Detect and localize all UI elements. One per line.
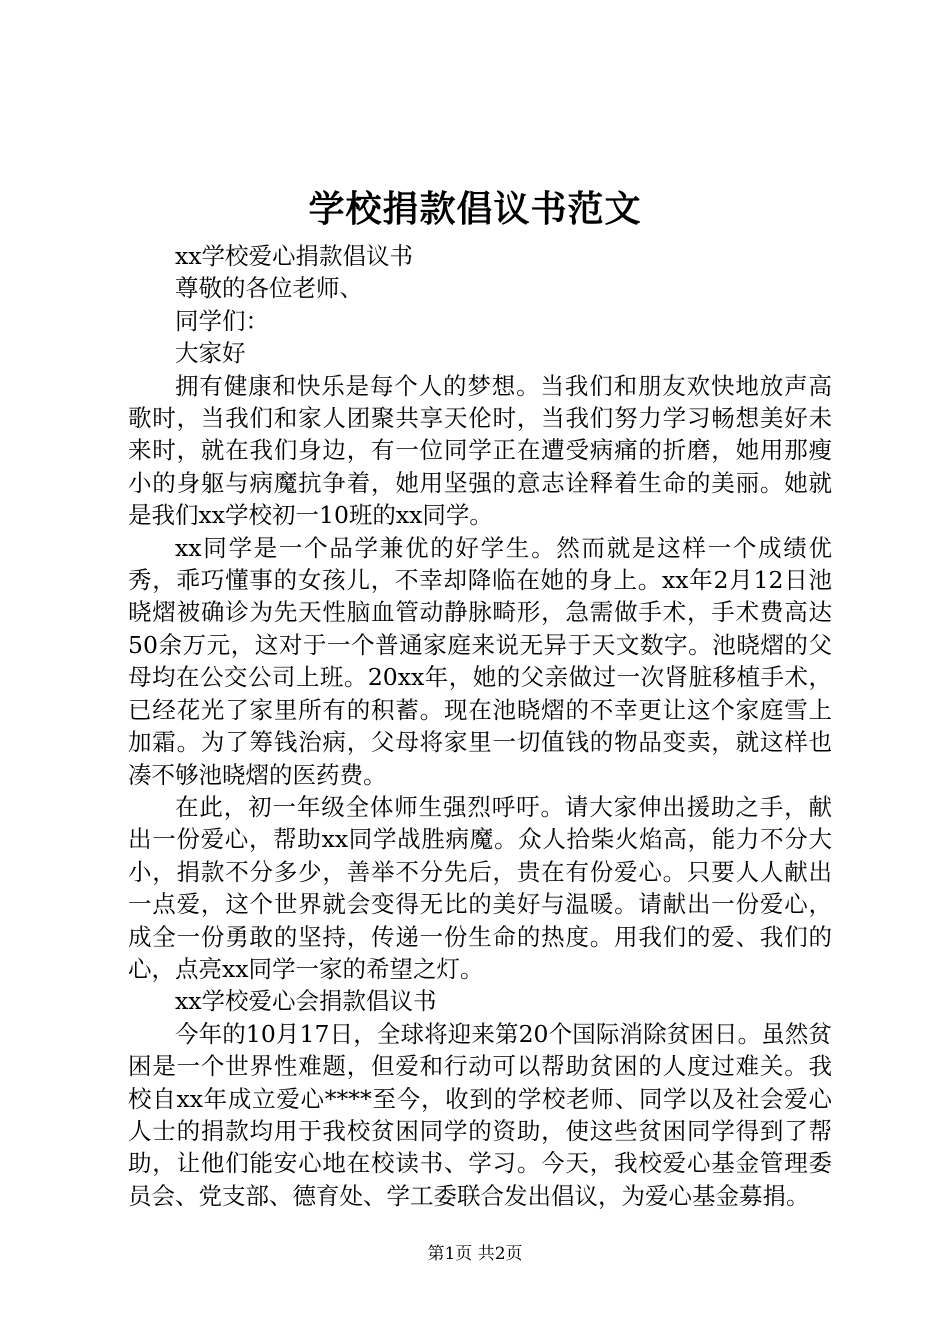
paragraph-body: xx同学是一个品学兼优的好学生。然而就是这样一个成绩优秀，乖巧懂事的女孩儿，不幸却降临在她的身上。xx年2月12日池晓熠被确诊为先天性脑血管动静脉畸形，急需做手术，手术费高达50余万元，这对于一个普通家庭来说无异于天文数字。池晓熠的父母均在公交公司上班。20xx年，她的父亲做过一次肾脏移植手术，已经花光了家里所有的积蓄。现在池晓熠的不幸更让这个家庭雪上加霜。为了筹钱治病，父母将家里一切值钱的物品变卖，就这样也凑不够池晓熠的医药费。 <box>128 533 832 789</box>
page-footer: 第1页 共2页 <box>427 1244 523 1264</box>
paragraph-salutation-2: 同学们： <box>175 306 269 335</box>
paragraph-salutation: 尊敬的各位老师、 <box>175 274 363 303</box>
paragraph-greeting: 大家好 <box>175 339 246 368</box>
paragraph-body: 今年的10月17日，全球将迎来第20个国际消除贫困日。虽然贫困是一个世界性难题，但爱和行动可以帮助贫困的人度过难关。我校自xx年成立爱心****至今，收到的学校老师、同学以及社会爱心人士的捐款均用于我校贫困同学的资助，使这些贫困同学得到了帮助，让他们能安心地在校读书、学习。今天，我校爱心基金管理委员会、党支部、德育处、学工委联合发出倡议，为爱心基金募捐。 <box>128 1019 832 1210</box>
paragraph-body: 拥有健康和快乐是每个人的梦想。当我们和朋友欢快地放声高歌时，当我们和家人团聚共享天伦时，当我们努力学习畅想美好未来时，就在我们身边，有一位同学正在遭受病痛的折磨，她用那瘦小的身躯与病魔抗争着，她用坚强的意志诠释着生命的美丽。她就是我们xx学校初一10班的xx同学。 <box>128 371 832 530</box>
paragraph-heading-2: xx学校爱心会捐款倡议书 <box>175 987 437 1016</box>
paragraph-body: 在此，初一年级全体师生强烈呼吁。请大家伸出援助之手，献出一份爱心，帮助xx同学战胜病魔。众人拾柴火焰高，能力不分大小，捐款不分多少，善举不分先后，贵在有份爱心。只要人人献出一点爱，这个世界就会变得无比的美好与温暖。请献出一份爱心，成全一份勇敢的坚持，传递一份生命的热度。用我们的爱、我们的心，点亮xx同学一家的希望之灯。 <box>128 792 832 983</box>
paragraph-heading: xx学校爱心捐款倡议书 <box>175 242 414 270</box>
document-body <box>128 240 832 1212</box>
document-title: 学校捐款倡议书范文 <box>308 188 642 230</box>
